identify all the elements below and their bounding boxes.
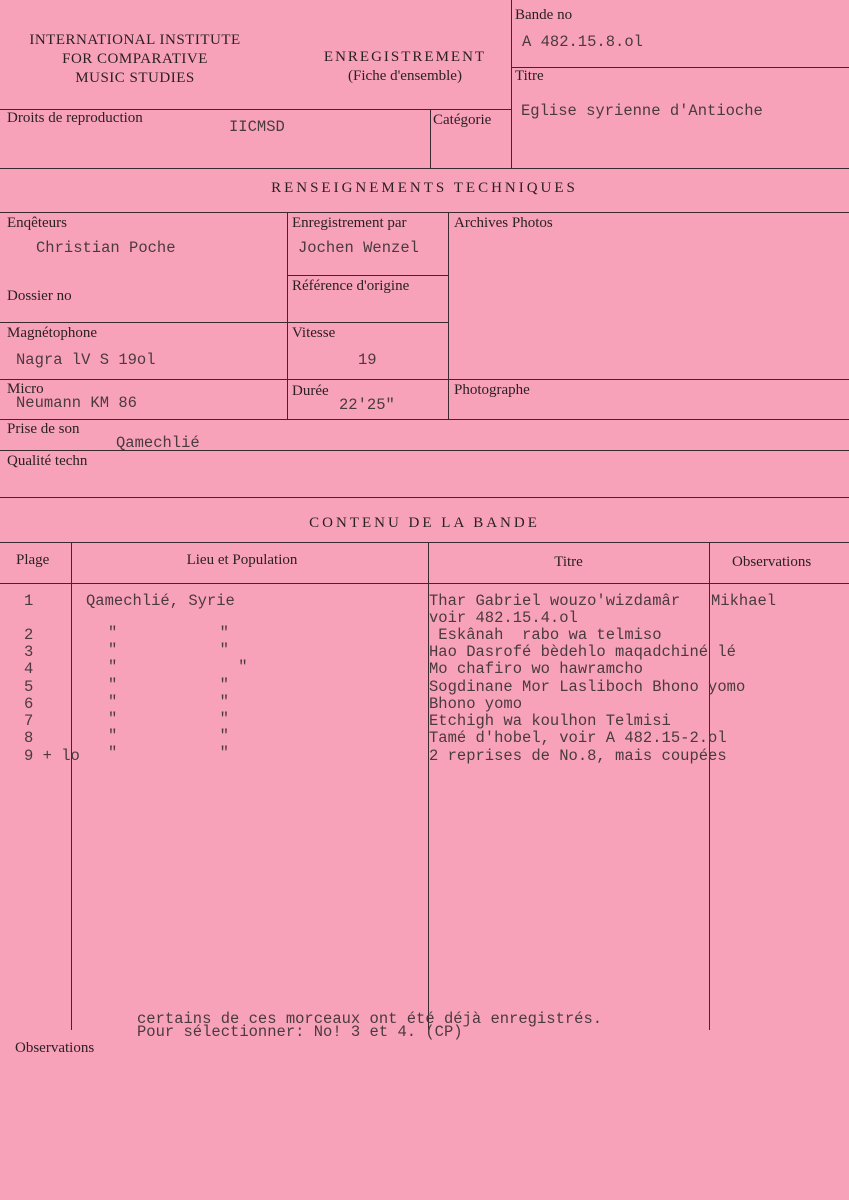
tech-col1-line [287,212,288,419]
track-plage: 9 + lo [24,747,80,765]
micro-label: Micro [7,381,44,397]
track-titre: voir 482.15.4.ol [429,609,578,627]
obs-col-line [709,542,710,1030]
magnetophone-label: Magnétophone [7,325,97,341]
track-lieu: " " [108,641,229,659]
vitesse-label: Vitesse [292,325,336,341]
track-plage: 4 [24,660,34,678]
bande-no-label: Bande no [515,7,573,23]
droits-label: Droits de reproduction [7,110,143,126]
bande-titre-divider [511,67,849,68]
tech-col2-line [448,212,449,419]
duree-label: Durée [292,383,329,399]
prise-line [0,419,849,420]
track-obs: Mikhael [711,592,777,610]
tech-header-line [0,212,849,213]
track-lieu: " " [108,693,229,711]
track-lieu: " " [108,710,229,728]
plage-col-line [71,542,72,1030]
track-plage: 1 [24,592,34,610]
track-titre: Bhono yomo [429,695,523,713]
track-plage: 5 [24,678,34,696]
contenu-top-line [0,497,849,498]
track-lieu: " " [108,676,229,694]
categorie-divider [430,109,431,168]
form-subtitle: (Fiche d'ensemble) [348,68,462,84]
titre-label: Titre [515,68,544,84]
micro-value: Neumann KM 86 [16,394,137,412]
tech-section-title: RENSEIGNEMENTS TECHNIQUES [271,180,578,196]
track-titre: Hao Dasrofé bèdehlo maqadchiné lé [429,643,736,661]
categorie-label: Catégorie [433,112,492,128]
track-plage: 7 [24,712,34,730]
header-divider [511,0,512,168]
droits-value: IICMSD [229,118,285,136]
track-lieu: Qamechlié, Syrie [86,592,235,610]
contenu-header-line [0,542,849,543]
footer-note-2: Pour sélectionner: No! 3 et 4. (CP) [137,1023,463,1041]
track-lieu: " " [108,727,229,745]
track-lieu: " " [108,744,229,762]
prise-de-son-label: Prise de son [7,421,80,437]
track-plage: 6 [24,695,34,713]
observations-col-header: Observations [732,554,812,570]
top-section-line [0,168,849,169]
micro-line [0,379,849,380]
columns-header-line [0,583,849,584]
photographe-label: Photographe [454,382,530,398]
titre-value: Eglise syrienne d'Antioche [521,102,763,120]
track-plage: 8 [24,729,34,747]
reference-label: Référence d'origine [292,278,410,294]
enqueteurs-label: Enqêteurs [7,215,67,231]
track-lieu: " " [108,658,248,676]
footer-note-1: certains de ces morceaux ont été déjà enregistrés. [137,1010,603,1028]
plage-col-header: Plage [16,552,50,568]
contenu-section-title: CONTENU DE LA BANDE [309,515,540,531]
enregistrement-par-value: Jochen Wenzel [298,239,419,257]
vitesse-value: 19 [358,351,377,369]
prise-de-son-value: Qamechlié [116,434,200,452]
titre-col-header: Titre [554,554,583,570]
magneto-line [0,322,448,323]
track-titre: 2 reprises de No.8, mais coupées [429,747,727,765]
bande-no-value: A 482.15.8.ol [522,33,643,51]
track-plage: 2 [24,626,34,644]
track-plage: 3 [24,643,34,661]
enregistrement-par-label: Enregistrement par [292,215,407,231]
institute-name: INTERNATIONAL INSTITUTE FOR COMPARATIVE MUSIC STUDIES [29,32,241,86]
enqueteurs-value: Christian Poche [36,239,176,257]
track-titre: Mo chafiro wo hawramcho [429,660,643,678]
duree-value: 22'25" [339,396,395,414]
track-lieu: " " [108,624,229,642]
dossier-label: Dossier no [7,288,72,304]
form-title: ENREGISTREMENT [323,49,487,65]
archives-photos-label: Archives Photos [454,215,553,231]
track-titre: Sogdinane Mor Lasliboch Bhono yomo [429,678,746,696]
track-titre: Etchigh wa koulhon Telmisi [429,712,671,730]
observations-label: Observations [15,1040,95,1056]
qualite-label: Qualité techn [7,453,88,469]
track-titre: Tamé d'hobel, voir A 482.15-2.ol [429,729,727,747]
reference-line [287,275,448,276]
magnetophone-value: Nagra lV S 19ol [16,351,156,369]
lieu-col-header: Lieu et Population [186,552,298,568]
track-titre: Eskânah rabo wa telmiso [429,626,662,644]
track-titre: Thar Gabriel wouzo'wizdamâr [429,592,681,610]
